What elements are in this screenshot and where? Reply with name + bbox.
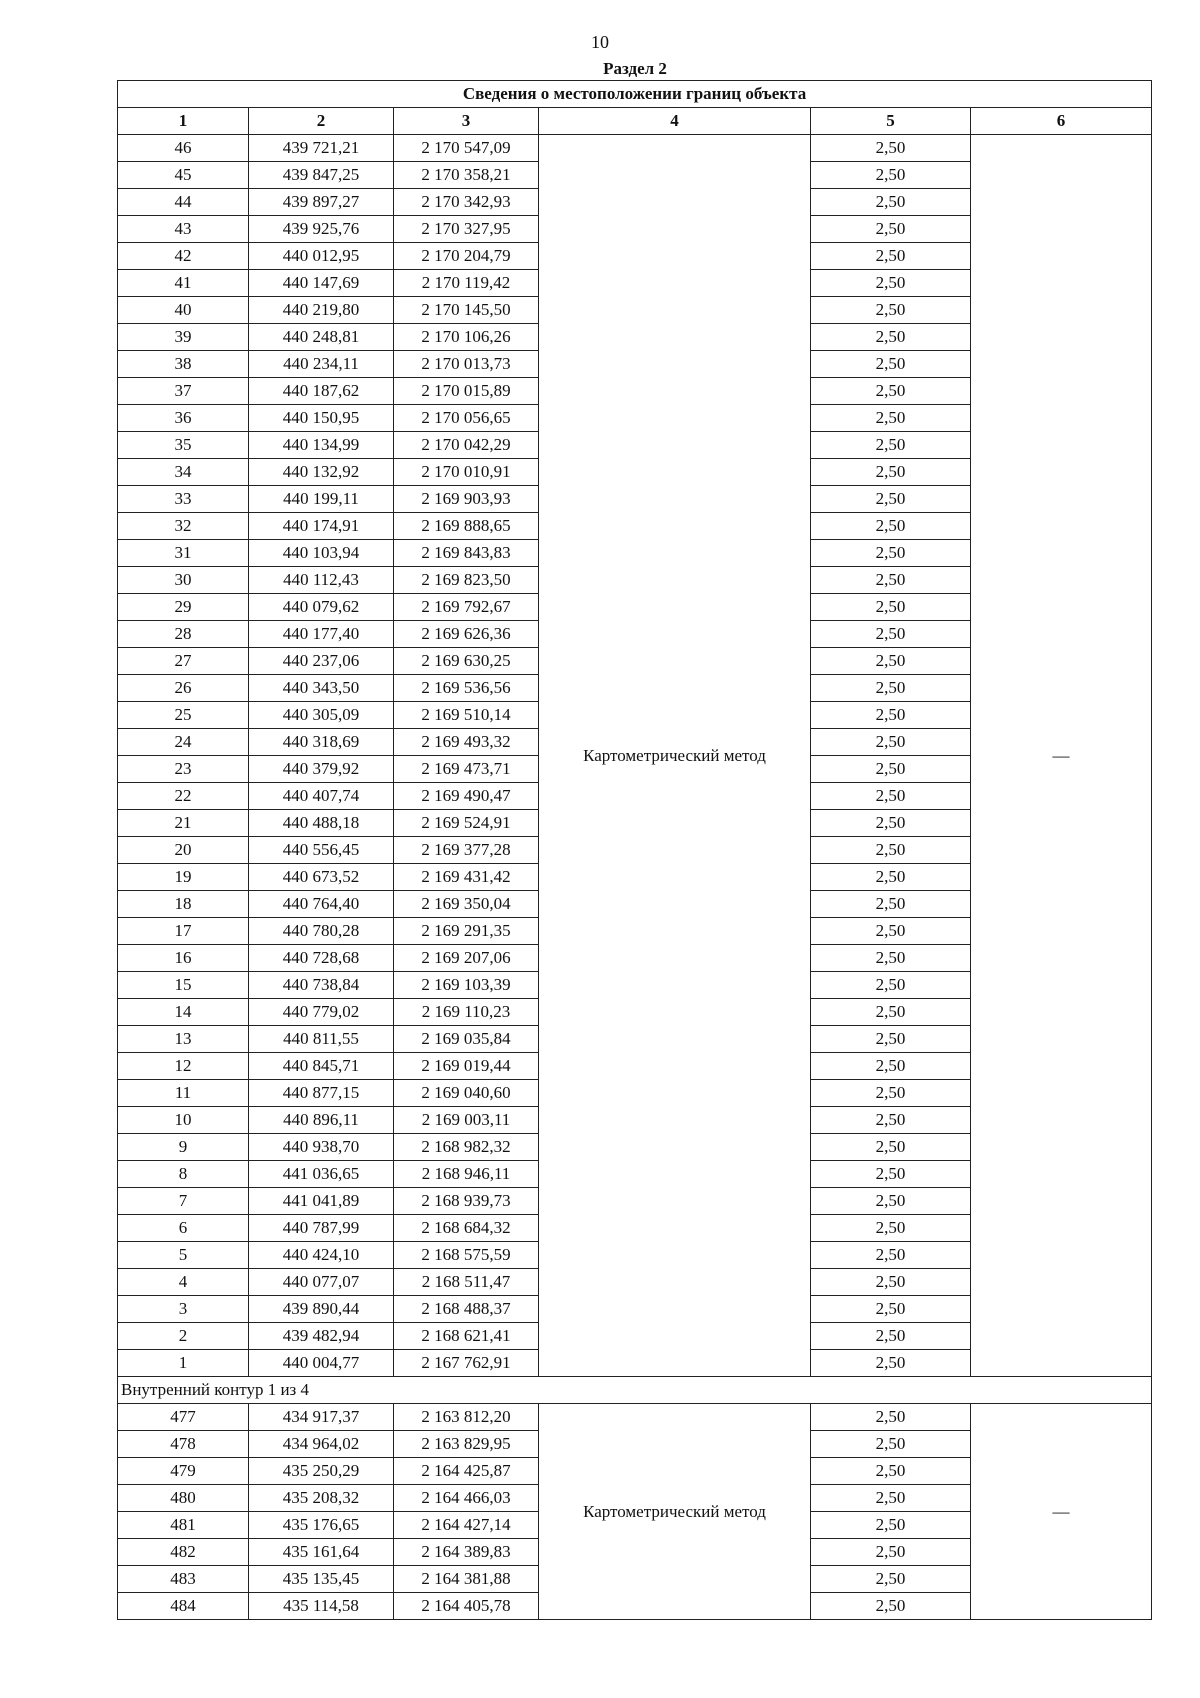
y-coordinate: 2 169 493,32 <box>394 729 539 756</box>
y-coordinate: 2 163 812,20 <box>394 1404 539 1431</box>
x-coordinate: 440 237,06 <box>249 648 394 675</box>
point-number: 33 <box>118 486 249 513</box>
point-number: 36 <box>118 405 249 432</box>
coordinates-table <box>117 80 1152 1620</box>
x-coordinate: 440 787,99 <box>249 1215 394 1242</box>
accuracy-value: 2,50 <box>811 405 971 432</box>
inner-contour-row <box>118 1404 1152 1431</box>
accuracy-value: 2,50 <box>811 675 971 702</box>
point-number: 484 <box>118 1593 249 1620</box>
y-coordinate: 2 164 381,88 <box>394 1566 539 1593</box>
y-coordinate: 2 169 003,11 <box>394 1107 539 1134</box>
point-number: 16 <box>118 945 249 972</box>
inner-contour-label-row <box>118 1377 1152 1404</box>
x-coordinate: 440 248,81 <box>249 324 394 351</box>
accuracy-value: 2,50 <box>811 378 971 405</box>
y-coordinate: 2 169 524,91 <box>394 810 539 837</box>
y-coordinate: 2 170 547,09 <box>394 135 539 162</box>
accuracy-value: 2,50 <box>811 1323 971 1350</box>
x-coordinate: 435 208,32 <box>249 1485 394 1512</box>
y-coordinate: 2 169 207,06 <box>394 945 539 972</box>
y-coordinate: 2 169 291,35 <box>394 918 539 945</box>
point-number: 43 <box>118 216 249 243</box>
y-coordinate: 2 170 145,50 <box>394 297 539 324</box>
accuracy-value: 2,50 <box>811 1593 971 1620</box>
x-coordinate: 440 234,11 <box>249 351 394 378</box>
accuracy-value: 2,50 <box>811 729 971 756</box>
point-number: 20 <box>118 837 249 864</box>
point-number: 46 <box>118 135 249 162</box>
y-coordinate: 2 169 103,39 <box>394 972 539 999</box>
column-6-cell: — <box>971 135 1152 1377</box>
accuracy-value: 2,50 <box>811 540 971 567</box>
outer-contour-row <box>118 135 1152 162</box>
y-coordinate: 2 164 466,03 <box>394 1485 539 1512</box>
point-number: 21 <box>118 810 249 837</box>
column-header-4: 4 <box>539 108 811 135</box>
point-number: 5 <box>118 1242 249 1269</box>
x-coordinate: 439 890,44 <box>249 1296 394 1323</box>
y-coordinate: 2 169 035,84 <box>394 1026 539 1053</box>
accuracy-value: 2,50 <box>811 864 971 891</box>
point-number: 30 <box>118 567 249 594</box>
x-coordinate: 440 187,62 <box>249 378 394 405</box>
y-coordinate: 2 170 358,21 <box>394 162 539 189</box>
accuracy-value: 2,50 <box>811 945 971 972</box>
y-coordinate: 2 164 427,14 <box>394 1512 539 1539</box>
y-coordinate: 2 168 982,32 <box>394 1134 539 1161</box>
column-header-3: 3 <box>394 108 539 135</box>
accuracy-value: 2,50 <box>811 1458 971 1485</box>
point-number: 42 <box>118 243 249 270</box>
x-coordinate: 440 938,70 <box>249 1134 394 1161</box>
point-number: 39 <box>118 324 249 351</box>
x-coordinate: 441 041,89 <box>249 1188 394 1215</box>
y-coordinate: 2 168 488,37 <box>394 1296 539 1323</box>
point-number: 17 <box>118 918 249 945</box>
x-coordinate: 440 177,40 <box>249 621 394 648</box>
accuracy-value: 2,50 <box>811 162 971 189</box>
accuracy-value: 2,50 <box>811 999 971 1026</box>
x-coordinate: 440 134,99 <box>249 432 394 459</box>
accuracy-value: 2,50 <box>811 243 971 270</box>
x-coordinate: 440 845,71 <box>249 1053 394 1080</box>
x-coordinate: 440 811,55 <box>249 1026 394 1053</box>
accuracy-value: 2,50 <box>811 1053 971 1080</box>
y-coordinate: 2 169 792,67 <box>394 594 539 621</box>
point-number: 7 <box>118 1188 249 1215</box>
accuracy-value: 2,50 <box>811 486 971 513</box>
y-coordinate: 2 169 536,56 <box>394 675 539 702</box>
accuracy-value: 2,50 <box>811 1215 971 1242</box>
y-coordinate: 2 168 575,59 <box>394 1242 539 1269</box>
x-coordinate: 440 877,15 <box>249 1080 394 1107</box>
accuracy-value: 2,50 <box>811 459 971 486</box>
point-number: 24 <box>118 729 249 756</box>
accuracy-value: 2,50 <box>811 1404 971 1431</box>
accuracy-value: 2,50 <box>811 324 971 351</box>
y-coordinate: 2 169 473,71 <box>394 756 539 783</box>
x-coordinate: 440 343,50 <box>249 675 394 702</box>
x-coordinate: 434 917,37 <box>249 1404 394 1431</box>
accuracy-value: 2,50 <box>811 189 971 216</box>
point-number: 29 <box>118 594 249 621</box>
x-coordinate: 440 780,28 <box>249 918 394 945</box>
column-header-1: 1 <box>118 108 249 135</box>
page-number: 10 <box>591 32 609 52</box>
x-coordinate: 440 077,07 <box>249 1269 394 1296</box>
point-number: 10 <box>118 1107 249 1134</box>
accuracy-value: 2,50 <box>811 1566 971 1593</box>
inner-contour-label: Внутренний контур 1 из 4 <box>118 1377 1152 1404</box>
point-number: 478 <box>118 1431 249 1458</box>
y-coordinate: 2 169 630,25 <box>394 648 539 675</box>
y-coordinate: 2 170 013,73 <box>394 351 539 378</box>
point-number: 41 <box>118 270 249 297</box>
x-coordinate: 440 305,09 <box>249 702 394 729</box>
table-title-row <box>118 81 1152 108</box>
accuracy-value: 2,50 <box>811 1242 971 1269</box>
x-coordinate: 435 250,29 <box>249 1458 394 1485</box>
accuracy-value: 2,50 <box>811 1539 971 1566</box>
point-number: 13 <box>118 1026 249 1053</box>
y-coordinate: 2 169 490,47 <box>394 783 539 810</box>
y-coordinate: 2 164 389,83 <box>394 1539 539 1566</box>
x-coordinate: 440 012,95 <box>249 243 394 270</box>
accuracy-value: 2,50 <box>811 1512 971 1539</box>
x-coordinate: 435 176,65 <box>249 1512 394 1539</box>
point-number: 35 <box>118 432 249 459</box>
x-coordinate: 440 219,80 <box>249 297 394 324</box>
x-coordinate: 434 964,02 <box>249 1431 394 1458</box>
y-coordinate: 2 169 040,60 <box>394 1080 539 1107</box>
y-coordinate: 2 169 510,14 <box>394 702 539 729</box>
y-coordinate: 2 169 431,42 <box>394 864 539 891</box>
y-coordinate: 2 168 621,41 <box>394 1323 539 1350</box>
x-coordinate: 435 161,64 <box>249 1539 394 1566</box>
accuracy-value: 2,50 <box>811 1296 971 1323</box>
y-coordinate: 2 164 425,87 <box>394 1458 539 1485</box>
column-6-cell: — <box>971 1404 1152 1620</box>
x-coordinate: 440 738,84 <box>249 972 394 999</box>
point-number: 40 <box>118 297 249 324</box>
accuracy-value: 2,50 <box>811 918 971 945</box>
accuracy-value: 2,50 <box>811 270 971 297</box>
x-coordinate: 440 407,74 <box>249 783 394 810</box>
point-number: 37 <box>118 378 249 405</box>
column-header-row <box>118 108 1152 135</box>
point-number: 28 <box>118 621 249 648</box>
accuracy-value: 2,50 <box>811 756 971 783</box>
y-coordinate: 2 170 342,93 <box>394 189 539 216</box>
x-coordinate: 435 135,45 <box>249 1566 394 1593</box>
x-coordinate: 440 112,43 <box>249 567 394 594</box>
y-coordinate: 2 169 626,36 <box>394 621 539 648</box>
y-coordinate: 2 169 377,28 <box>394 837 539 864</box>
x-coordinate: 440 764,40 <box>249 891 394 918</box>
point-number: 483 <box>118 1566 249 1593</box>
point-number: 1 <box>118 1350 249 1377</box>
point-number: 25 <box>118 702 249 729</box>
y-coordinate: 2 168 511,47 <box>394 1269 539 1296</box>
y-coordinate: 2 164 405,78 <box>394 1593 539 1620</box>
y-coordinate: 2 168 939,73 <box>394 1188 539 1215</box>
accuracy-value: 2,50 <box>811 1269 971 1296</box>
accuracy-value: 2,50 <box>811 513 971 540</box>
y-coordinate: 2 170 119,42 <box>394 270 539 297</box>
table-title: Сведения о местоположении границ объекта <box>118 81 1152 108</box>
accuracy-value: 2,50 <box>811 972 971 999</box>
point-number: 480 <box>118 1485 249 1512</box>
accuracy-value: 2,50 <box>811 297 971 324</box>
point-number: 34 <box>118 459 249 486</box>
point-number: 14 <box>118 999 249 1026</box>
x-coordinate: 439 925,76 <box>249 216 394 243</box>
point-number: 19 <box>118 864 249 891</box>
accuracy-value: 2,50 <box>811 351 971 378</box>
point-number: 4 <box>118 1269 249 1296</box>
accuracy-value: 2,50 <box>811 621 971 648</box>
method-cell: Картометрический метод <box>539 1404 811 1620</box>
point-number: 44 <box>118 189 249 216</box>
point-number: 479 <box>118 1458 249 1485</box>
point-number: 27 <box>118 648 249 675</box>
x-coordinate: 441 036,65 <box>249 1161 394 1188</box>
point-number: 32 <box>118 513 249 540</box>
point-number: 22 <box>118 783 249 810</box>
point-number: 3 <box>118 1296 249 1323</box>
point-number: 477 <box>118 1404 249 1431</box>
accuracy-value: 2,50 <box>811 783 971 810</box>
x-coordinate: 440 079,62 <box>249 594 394 621</box>
point-number: 9 <box>118 1134 249 1161</box>
x-coordinate: 439 897,27 <box>249 189 394 216</box>
x-coordinate: 440 673,52 <box>249 864 394 891</box>
accuracy-value: 2,50 <box>811 567 971 594</box>
section-title: Раздел 2 <box>603 59 667 78</box>
point-number: 8 <box>118 1161 249 1188</box>
accuracy-value: 2,50 <box>811 216 971 243</box>
point-number: 6 <box>118 1215 249 1242</box>
x-coordinate: 440 174,91 <box>249 513 394 540</box>
point-number: 15 <box>118 972 249 999</box>
x-coordinate: 440 103,94 <box>249 540 394 567</box>
x-coordinate: 440 896,11 <box>249 1107 394 1134</box>
point-number: 31 <box>118 540 249 567</box>
x-coordinate: 440 150,95 <box>249 405 394 432</box>
point-number: 45 <box>118 162 249 189</box>
x-coordinate: 440 199,11 <box>249 486 394 513</box>
y-coordinate: 2 170 204,79 <box>394 243 539 270</box>
accuracy-value: 2,50 <box>811 1431 971 1458</box>
y-coordinate: 2 170 056,65 <box>394 405 539 432</box>
accuracy-value: 2,50 <box>811 1107 971 1134</box>
accuracy-value: 2,50 <box>811 648 971 675</box>
x-coordinate: 440 488,18 <box>249 810 394 837</box>
x-coordinate: 439 482,94 <box>249 1323 394 1350</box>
accuracy-value: 2,50 <box>811 1026 971 1053</box>
accuracy-value: 2,50 <box>811 810 971 837</box>
point-number: 12 <box>118 1053 249 1080</box>
x-coordinate: 440 424,10 <box>249 1242 394 1269</box>
accuracy-value: 2,50 <box>811 837 971 864</box>
x-coordinate: 440 556,45 <box>249 837 394 864</box>
column-header-5: 5 <box>811 108 971 135</box>
point-number: 23 <box>118 756 249 783</box>
outer-contour-body <box>118 135 1152 1377</box>
y-coordinate: 2 169 843,83 <box>394 540 539 567</box>
y-coordinate: 2 170 015,89 <box>394 378 539 405</box>
x-coordinate: 439 847,25 <box>249 162 394 189</box>
y-coordinate: 2 169 019,44 <box>394 1053 539 1080</box>
accuracy-value: 2,50 <box>811 432 971 459</box>
accuracy-value: 2,50 <box>811 1350 971 1377</box>
column-header-2: 2 <box>249 108 394 135</box>
accuracy-value: 2,50 <box>811 1188 971 1215</box>
point-number: 26 <box>118 675 249 702</box>
column-header-6: 6 <box>971 108 1152 135</box>
accuracy-value: 2,50 <box>811 891 971 918</box>
accuracy-value: 2,50 <box>811 1485 971 1512</box>
y-coordinate: 2 168 684,32 <box>394 1215 539 1242</box>
point-number: 481 <box>118 1512 249 1539</box>
accuracy-value: 2,50 <box>811 1161 971 1188</box>
x-coordinate: 440 004,77 <box>249 1350 394 1377</box>
y-coordinate: 2 167 762,91 <box>394 1350 539 1377</box>
y-coordinate: 2 163 829,95 <box>394 1431 539 1458</box>
x-coordinate: 440 728,68 <box>249 945 394 972</box>
accuracy-value: 2,50 <box>811 1134 971 1161</box>
accuracy-value: 2,50 <box>811 702 971 729</box>
y-coordinate: 2 170 042,29 <box>394 432 539 459</box>
point-number: 2 <box>118 1323 249 1350</box>
y-coordinate: 2 169 823,50 <box>394 567 539 594</box>
point-number: 11 <box>118 1080 249 1107</box>
accuracy-value: 2,50 <box>811 135 971 162</box>
y-coordinate: 2 169 888,65 <box>394 513 539 540</box>
y-coordinate: 2 169 903,93 <box>394 486 539 513</box>
point-number: 18 <box>118 891 249 918</box>
x-coordinate: 439 721,21 <box>249 135 394 162</box>
x-coordinate: 440 379,92 <box>249 756 394 783</box>
point-number: 38 <box>118 351 249 378</box>
accuracy-value: 2,50 <box>811 1080 971 1107</box>
accuracy-value: 2,50 <box>811 594 971 621</box>
x-coordinate: 440 147,69 <box>249 270 394 297</box>
y-coordinate: 2 170 106,26 <box>394 324 539 351</box>
x-coordinate: 440 132,92 <box>249 459 394 486</box>
x-coordinate: 440 779,02 <box>249 999 394 1026</box>
method-cell: Картометрический метод <box>539 135 811 1377</box>
y-coordinate: 2 170 010,91 <box>394 459 539 486</box>
inner-contour-body <box>118 1377 1152 1620</box>
point-number: 482 <box>118 1539 249 1566</box>
y-coordinate: 2 168 946,11 <box>394 1161 539 1188</box>
x-coordinate: 435 114,58 <box>249 1593 394 1620</box>
y-coordinate: 2 170 327,95 <box>394 216 539 243</box>
y-coordinate: 2 169 350,04 <box>394 891 539 918</box>
y-coordinate: 2 169 110,23 <box>394 999 539 1026</box>
x-coordinate: 440 318,69 <box>249 729 394 756</box>
